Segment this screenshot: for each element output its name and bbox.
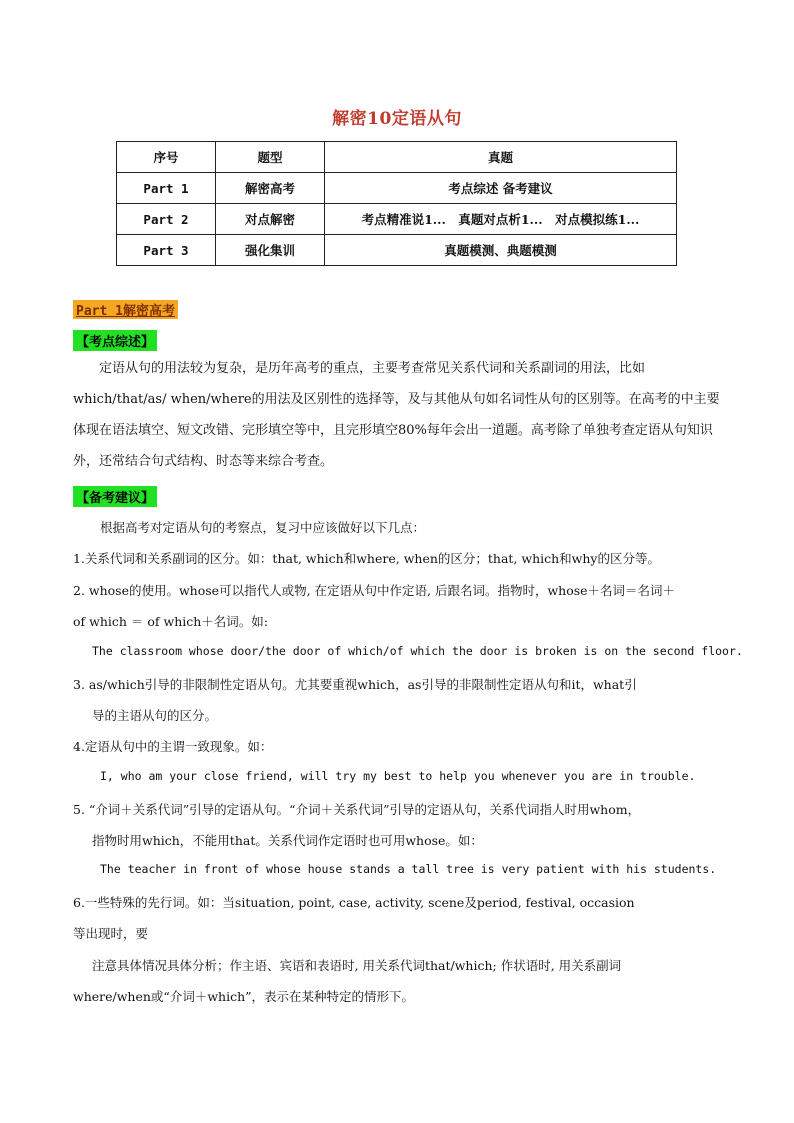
- section-tag-advice: 【备考建议】: [73, 486, 157, 507]
- contents-table: [116, 141, 677, 266]
- advice-intro: 根据高考对定语从句的考察点，复习中应该做好以下几点：: [100, 520, 426, 535]
- table-cell: Part 2: [117, 204, 216, 235]
- table-row: [117, 204, 677, 235]
- table-cell: 对点解密: [216, 204, 325, 235]
- advice-item-1: 1.关系代词和关系副词的区分。如：that, which和where, when的区分；that, which和why的区分等。: [73, 551, 660, 566]
- advice-item-3-cont: 导的主语从句的区分。: [92, 708, 218, 723]
- advice-item-7-cont: where/when或“介词＋which”，表示在某种特定的情形下。: [73, 989, 415, 1004]
- table-cell: 解密高考: [216, 173, 325, 204]
- advice-item-4: 4.定语从句中的主谓一致现象。如：: [73, 739, 273, 754]
- table-cell: 强化集训: [216, 235, 325, 266]
- example-sentence: The classroom whose door/the door of which/of which the door is broken is on the second floor.: [92, 644, 743, 658]
- example-sentence: I, who am your close friend, will try my best to help you whenever you are in trouble.: [100, 769, 696, 783]
- advice-item-6: 6.一些特殊的先行词。如：当situation, point, case, activity, scene及period, festival, occasion: [73, 895, 635, 910]
- table-cell: Part 3: [117, 235, 216, 266]
- advice-item-6-cont: 等出现时，要: [73, 926, 149, 941]
- section-tag-overview: 【考点综述】: [73, 330, 157, 351]
- overview-paragraph: 定语从句的用法较为复杂，是历年高考的重点，主要考查常见关系代词和关系副词的用法，比如which/that/as/ when/where的用法及区别性的选择等，及与其他从句如名词性从句的区别等。在高考的中主要体现在语法填空、短文改错、完形填空等中，且完形填空80%每年会出一道题。高考除了单独考查定语从句知识外，还常结合句式结构、时态等来综合考查。: [73, 361, 720, 469]
- table-cell: Part 1: [117, 173, 216, 204]
- table-cell: 考点综述 备考建议: [325, 173, 677, 204]
- document-title: 解密10定语从句: [332, 109, 462, 129]
- table-row: [117, 173, 677, 204]
- advice-item-2: 2. whose的使用。whose可以指代人或物, 在定语从句中作定语, 后跟名词。指物时，whose＋名词＝名词＋: [73, 583, 676, 598]
- table-header: 题型: [216, 142, 325, 173]
- table-cell: 考点精准说1... 真题对点析1... 对点模拟练1...: [325, 204, 677, 235]
- table-cell: 真题模测、典题模测: [325, 235, 677, 266]
- part1-heading: Part 1解密高考: [73, 300, 178, 319]
- table-header: 序号: [117, 142, 216, 173]
- advice-item-2-cont: of which ＝ of which＋名词。如:: [73, 614, 269, 629]
- advice-item-5: 5. “介词＋关系代词”引导的定语从句。“介词＋关系代词”引导的定语从句，关系代词指人时用whom，: [73, 802, 641, 817]
- advice-item-7: 注意具体情况具体分析；作主语、宾语和表语时, 用关系代词that/which; 作状语时, 用关系副词: [92, 958, 622, 973]
- advice-item-5-cont: 指物时用which，不能用that。关系代词作定语时也可用whose。如：: [92, 833, 483, 848]
- advice-item-3: 3. as/which引导的非限制性定语从句。尤其要重视which，as引导的非限制性定语从句和it，what引: [73, 677, 637, 692]
- table-header-row: [117, 142, 677, 173]
- table-header: 真题: [325, 142, 677, 173]
- table-row: [117, 235, 677, 266]
- example-sentence: The teacher in front of whose house stands a tall tree is very patient with his students.: [100, 862, 717, 876]
